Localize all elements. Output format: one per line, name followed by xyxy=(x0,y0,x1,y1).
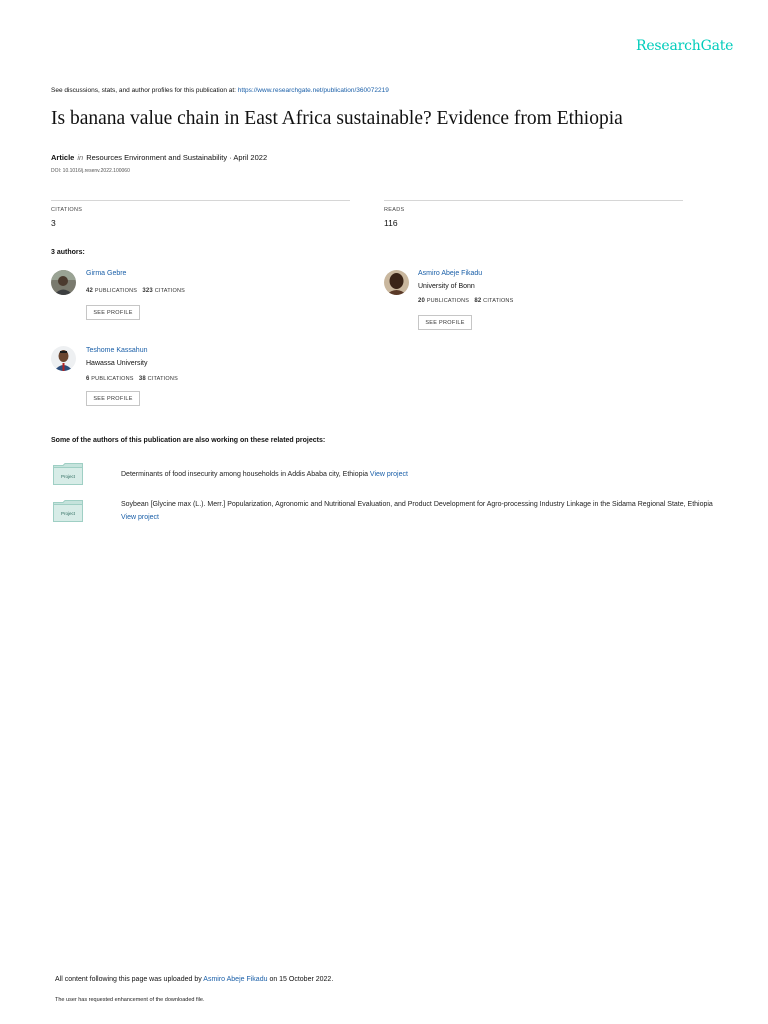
folder-label: Project xyxy=(60,474,76,479)
journal-name: Resources Environment and Sustainability · April 2022 xyxy=(86,153,268,162)
citations-count: 82 xyxy=(474,298,482,304)
project-folder-icon xyxy=(53,463,83,485)
project-title: Soybean [Glycine max (L.). Merr.] Popularization, Agronomic and Nutritional Evaluation, and Product Development for Agro-processing Industry Linkage in the Sidama Regional State, Ethiopia xyxy=(121,501,713,508)
divider-reads xyxy=(384,200,683,201)
author-name-link[interactable]: Girma Gebre xyxy=(86,270,127,277)
citations-label: CITATIONS xyxy=(51,207,83,213)
citations-count: 323 xyxy=(142,288,153,294)
author-affiliation: University of Bonn xyxy=(418,283,475,290)
in-word: in xyxy=(77,153,84,162)
enhancement-note: The user has requested enhancement of the downloaded file. xyxy=(55,997,205,1003)
discussion-line xyxy=(51,87,389,94)
see-profile-button[interactable]: SEE PROFILE xyxy=(418,315,472,330)
upload-prefix: All content following this page was uploaded by xyxy=(55,976,202,983)
author-stats xyxy=(86,376,178,382)
upload-suffix: on 15 October 2022. xyxy=(269,976,334,983)
authors-heading: 3 authors: xyxy=(51,249,85,256)
publications-label: PUBLICATIONS xyxy=(91,376,134,382)
avatar-asmiro-abeje-fikadu[interactable] xyxy=(384,270,409,295)
avatar-photo-icon xyxy=(384,270,409,295)
author-name-link[interactable]: Teshome Kassahun xyxy=(86,347,148,354)
see-profile-button[interactable]: SEE PROFILE xyxy=(86,305,140,320)
divider-citations xyxy=(51,200,350,201)
avatar-photo-icon xyxy=(51,270,76,295)
article-meta xyxy=(51,153,267,162)
project-folder-icon xyxy=(53,500,83,522)
citations-label: CITATIONS xyxy=(154,288,186,294)
folder-label: Project xyxy=(60,511,76,516)
related-projects-heading: Some of the authors of this publication are also working on these related projects: xyxy=(51,437,326,444)
citations-label: CITATIONS xyxy=(147,376,178,382)
reads-label: READS xyxy=(384,207,405,213)
publications-label: PUBLICATIONS xyxy=(426,298,470,304)
uploader-link[interactable]: Asmiro Abeje Fikadu xyxy=(203,976,268,983)
view-project-link[interactable]: View project xyxy=(369,471,408,478)
publications-count: 20 xyxy=(418,298,426,304)
project-title: Determinants of food insecurity among households in Addis Ababa city, Ethiopia xyxy=(121,471,368,478)
avatar-girma-gebre[interactable] xyxy=(51,270,76,295)
avatar-photo-icon xyxy=(51,346,76,371)
project-item xyxy=(121,468,721,481)
publications-count: 6 xyxy=(86,376,90,382)
author-name-link[interactable]: Asmiro Abeje Fikadu xyxy=(418,270,483,277)
researchgate-logo[interactable]: ResearchGate xyxy=(636,38,734,54)
upload-note xyxy=(55,976,333,983)
publication-url-link[interactable]: https://www.researchgate.net/publication/360072219 xyxy=(237,87,389,94)
author-stats xyxy=(86,288,185,294)
view-project-link[interactable]: View project xyxy=(121,514,160,521)
reads-value: 116 xyxy=(384,218,398,228)
citations-value: 3 xyxy=(51,218,56,228)
doi: DOI: 10.1016/j.resenv.2022.100060 xyxy=(51,168,130,174)
avatar-teshome-kassahun[interactable] xyxy=(51,346,76,371)
see-profile-button[interactable]: SEE PROFILE xyxy=(86,391,140,406)
citations-count: 38 xyxy=(138,376,146,382)
author-affiliation: Hawassa University xyxy=(86,360,148,367)
publications-count: 42 xyxy=(86,288,94,294)
author-stats xyxy=(418,298,513,304)
article-title: Is banana value chain in East Africa sustainable? Evidence from Ethiopia xyxy=(51,108,623,129)
article-type: Article xyxy=(51,153,75,162)
project-item xyxy=(121,498,721,524)
discussion-prefix: See discussions, stats, and author profiles for this publication at: xyxy=(51,87,238,94)
publications-label: PUBLICATIONS xyxy=(94,288,138,294)
citations-label: CITATIONS xyxy=(483,298,514,304)
